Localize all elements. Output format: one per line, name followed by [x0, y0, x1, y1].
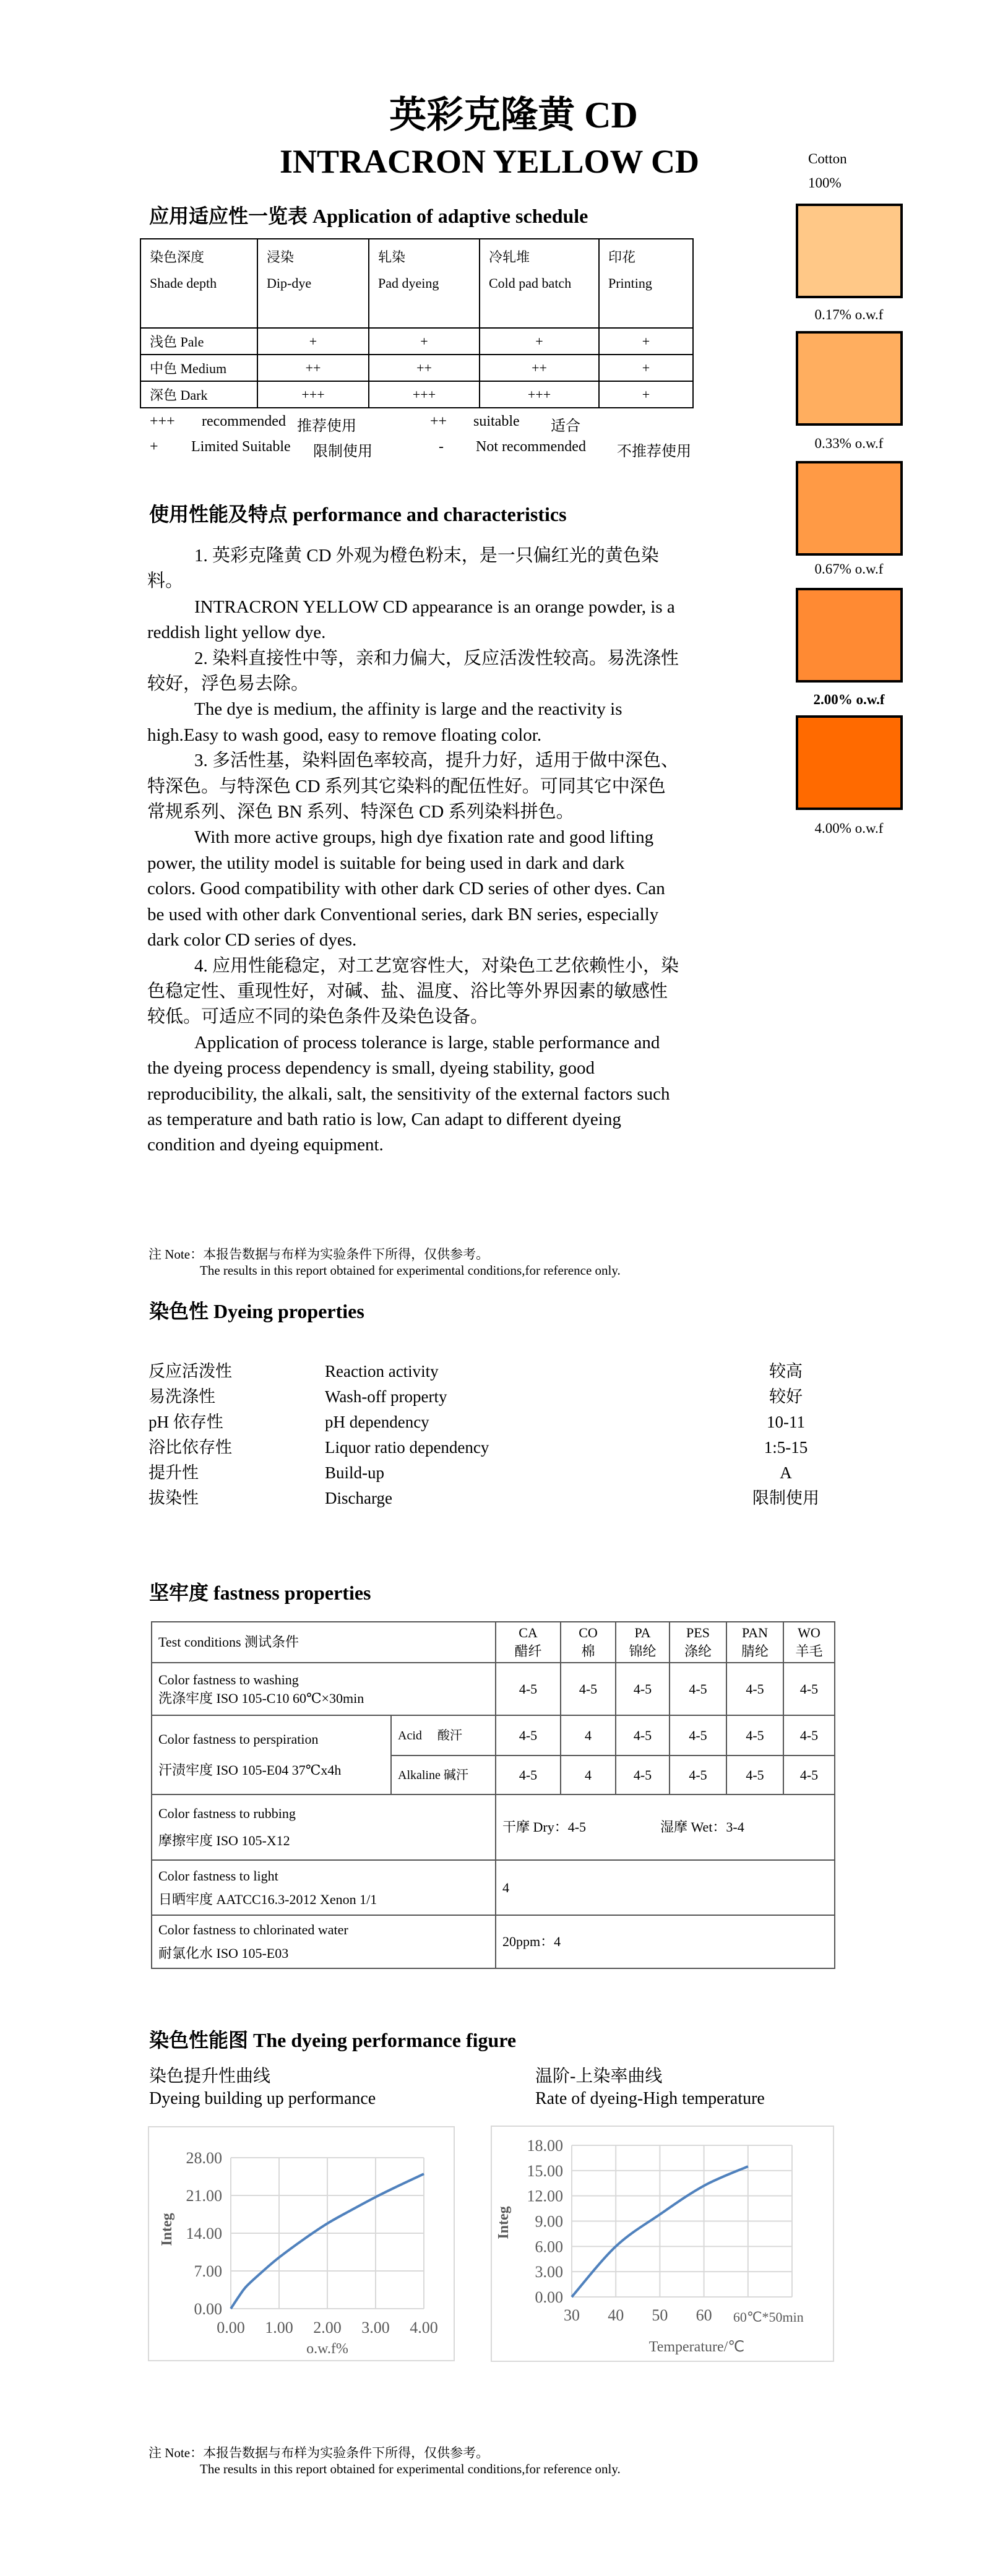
x-tick-label: 60: [696, 2306, 712, 2324]
rating-cell: 4-5: [726, 1755, 783, 1794]
fiber-code: PA: [634, 1625, 651, 1640]
shade-depth-cell: 中色 Medium: [140, 355, 257, 381]
text-line: With more active groups, high dye fixation rate and good lifting: [194, 827, 654, 848]
suitability-cell: +++: [257, 381, 369, 408]
fiber-code: CA: [519, 1625, 538, 1640]
y-tick-label: 21.00: [186, 2187, 222, 2205]
footer-note-en: The results in this report obtained for experimental conditions,for reference only.: [200, 2462, 621, 2476]
property-value: 较高: [769, 1362, 803, 1381]
suitability-cell: +: [369, 328, 480, 355]
washing-label-en: Color fastness to washing: [158, 1671, 299, 1687]
y-tick-label: 3.00: [535, 2263, 563, 2281]
application-heading: 应用适应性一览表 Application of adaptive schedule: [149, 205, 588, 227]
text-line: INTRACRON YELLOW CD appearance is an orange powder, is a: [194, 597, 675, 617]
x-tick-label: 1.00: [265, 2319, 293, 2337]
perspiration-label-en: Color fastness to perspiration: [158, 1731, 319, 1747]
swatch-substrate: Cotton: [808, 151, 847, 166]
y-tick-label: 28.00: [186, 2149, 222, 2167]
property-name-en: Reaction activity: [325, 1362, 439, 1381]
rating-cell: 4: [561, 1715, 616, 1755]
x-axis-label: o.w.f%: [306, 2341, 348, 2357]
text-line: 1. 英彩克隆黄 CD 外观为橙色粉末，是一只偏红光的黄色染: [194, 546, 659, 566]
swatch-label: 0.67% o.w.f: [814, 561, 884, 577]
washing-label-cn: 洗涤牢度 ISO 105-C10 60℃×30min: [158, 1690, 364, 1706]
perspiration-label-cn: 汗渍牢度 ISO 105-E04 37℃x4h: [158, 1762, 342, 1778]
legend-text-cn: 推荐使用: [297, 418, 356, 434]
product-title-en: INTRACRON YELLOW CD: [279, 143, 700, 180]
light-label-en: Color fastness to light: [158, 1867, 278, 1884]
column-header-cn: 冷轧堆: [489, 249, 530, 265]
legend-symbol: +++: [150, 413, 175, 429]
text-line: 2. 染料直接性中等，亲和力偏大，反应活泼性较高。易洗涤性: [194, 648, 679, 668]
suitability-cell: +: [599, 381, 693, 408]
column-header-cn: 浸染: [267, 249, 295, 265]
product-title-cn: 英彩克隆黄 CD: [389, 95, 638, 136]
rating-cell: 4-5: [670, 1755, 726, 1794]
y-tick-label: 0.00: [194, 2300, 222, 2318]
swatch-label: 2.00% o.w.f: [813, 692, 885, 707]
x-axis-label: Temperature/℃: [648, 2339, 745, 2355]
text-line: power, the utility model is suitable for being used in dark and dark: [147, 853, 625, 873]
chlorine-value: 20ppm：4: [496, 1915, 835, 1968]
fiber-name-cn: 锦纶: [629, 1643, 657, 1659]
y-axis-label: Integ: [496, 2206, 512, 2239]
legend-text: Not recommended: [476, 439, 586, 455]
fiber-name-cn: 羊毛: [795, 1643, 823, 1659]
x-tick-label: 40: [608, 2306, 624, 2324]
shade-depth-cell: 浅色 Pale: [140, 328, 257, 355]
rating-cell: 4-5: [783, 1755, 835, 1794]
text-line: condition and dyeing equipment.: [147, 1135, 384, 1155]
property-name-en: pH dependency: [325, 1413, 429, 1431]
y-tick-label: 6.00: [535, 2238, 563, 2256]
text-line: The dye is medium, the affinity is large and the reactivity is: [194, 699, 622, 720]
legend-text: suitable: [473, 413, 520, 429]
fiber-name-cn: 涤纶: [684, 1643, 712, 1659]
rubbing-dry: 干摩 Dry：4-5: [502, 1819, 587, 1835]
fiber-code: PAN: [742, 1625, 768, 1640]
fiber-code: WO: [798, 1625, 820, 1640]
rating-cell: 4-5: [616, 1755, 670, 1794]
legend-text: recommended: [202, 413, 286, 429]
property-name-en: Discharge: [325, 1489, 392, 1507]
column-header-cn: 轧染: [378, 249, 406, 265]
figure-heading: 染色性能图 The dyeing performance figure: [149, 2029, 517, 2051]
legend-text-cn: 适合: [551, 418, 580, 434]
y-tick-label: 18.00: [527, 2137, 563, 2155]
rating-cell: 4-5: [726, 1663, 783, 1715]
test-conditions-header: Test conditions 测试条件: [152, 1622, 496, 1663]
text-line: the dyeing process dependency is small, dyeing stability, good: [147, 1058, 595, 1079]
suitability-cell: +: [480, 328, 599, 355]
fastness-heading: 坚牢度 fastness properties: [149, 1582, 371, 1604]
property-name-cn: 提升性: [149, 1463, 199, 1482]
performance-heading: 使用性能及特点 performance and characteristics: [149, 503, 567, 525]
property-name-cn: 浴比依存性: [149, 1438, 232, 1457]
text-line: 常规系列、深色 BN 系列、特深色 CD 系列染料拼色。: [147, 802, 574, 822]
swatch-substrate-pct: 100%: [808, 175, 842, 191]
rating-cell: 4-5: [616, 1663, 670, 1715]
suitability-cell: ++: [257, 355, 369, 381]
suitability-cell: +++: [480, 381, 599, 408]
x-tick-label: 2.00: [313, 2319, 342, 2337]
rating-cell: 4-5: [496, 1663, 561, 1715]
rubbing-wet: 湿摩 Wet：3-4: [660, 1819, 744, 1835]
chlorine-label-cn: 耐氯化水 ISO 105-E03: [158, 1945, 289, 1961]
fiber-name-cn: 腈纶: [741, 1643, 769, 1659]
x-tick-label: 3.00: [361, 2319, 390, 2337]
suitability-cell: +: [599, 328, 693, 355]
property-value: A: [780, 1463, 792, 1482]
shade-depth-cell: 深色 Dark: [140, 381, 257, 408]
text-line: 3. 多活性基，染料固色率较高，提升力好，适用于做中深色、: [194, 751, 679, 771]
text-line: 色稳定性、重现性好，对碱、盐、温度、浴比等外界因素的敏感性: [147, 981, 668, 1001]
fiber-name-cn: 棉: [581, 1643, 595, 1659]
property-value: 1:5-15: [764, 1438, 808, 1457]
left-chart-title-cn: 染色提升性曲线: [149, 2067, 271, 2086]
column-header-cn: 染色深度: [150, 249, 205, 265]
column-header-en: Dip-dye: [267, 275, 312, 291]
rating-cell: 4-5: [561, 1663, 616, 1715]
column-header-en: Shade depth: [150, 275, 217, 291]
left-chart-title-en: Dyeing building up performance: [149, 2089, 376, 2108]
text-line: high.Easy to wash good, easy to remove floating color.: [147, 725, 542, 745]
x-tick-label: 4.00: [410, 2319, 438, 2337]
property-name-cn: 反应活泼性: [149, 1362, 232, 1381]
rubbing-label-en: Color fastness to rubbing: [158, 1806, 296, 1821]
alkaline-label: Alkaline 碱汗: [391, 1755, 496, 1794]
right-chart-title-cn: 温阶-上染率曲线: [535, 2067, 663, 2086]
swatch-label: 0.17% o.w.f: [814, 307, 884, 322]
footer-note-cn: 注 Note：本报告数据与布样为实验条件下所得，仅供参考。: [149, 2445, 489, 2460]
text-line: be used with other dark Conventional series, dark BN series, especially: [147, 904, 659, 924]
suitability-cell: +: [599, 355, 693, 381]
text-line: Application of process tolerance is large, stable performance and: [194, 1032, 660, 1053]
x-tick-label: 0.00: [217, 2319, 245, 2337]
text-line: 较好，浮色易去除。: [147, 674, 309, 694]
rating-cell: 4-5: [670, 1715, 726, 1755]
fiber-name-cn: 醋纤: [514, 1643, 542, 1659]
property-name-en: Liquor ratio dependency: [325, 1438, 489, 1457]
y-tick-label: 0.00: [535, 2288, 563, 2306]
legend-symbol: +: [150, 439, 158, 455]
swatch-label: 0.33% o.w.f: [814, 436, 884, 451]
column-header-en: Pad dyeing: [378, 275, 439, 291]
y-tick-label: 9.00: [535, 2212, 563, 2231]
property-name-en: Wash-off property: [325, 1387, 447, 1406]
legend-symbol: ++: [430, 413, 447, 429]
legend-text: Limited Suitable: [191, 439, 291, 455]
text-line: reproducibility, the alkali, salt, the sensitivity of the external factors such: [147, 1083, 670, 1104]
acid-label: Acid 酸汗: [391, 1715, 496, 1755]
rating-cell: 4-5: [616, 1715, 670, 1755]
legend-text-cn: 限制使用: [313, 444, 373, 460]
note-en: The results in this report obtained for experimental conditions,for reference only.: [200, 1263, 621, 1278]
light-value: 4: [496, 1860, 835, 1915]
rating-cell: 4-5: [783, 1663, 835, 1715]
swatch-label: 4.00% o.w.f: [814, 821, 884, 836]
property-value: 限制使用: [752, 1489, 819, 1507]
fiber-code: CO: [579, 1625, 598, 1640]
right-chart-title-en: Rate of dyeing-High temperature: [535, 2089, 765, 2108]
property-name-cn: pH 依存性: [149, 1413, 223, 1431]
rubbing-label-cn: 摩擦牢度 ISO 105-X12: [158, 1833, 290, 1848]
note-cn: 注 Note：本报告数据与布样为实验条件下所得，仅供参考。: [149, 1247, 489, 1262]
rating-cell: 4-5: [670, 1663, 726, 1715]
property-value: 较好: [769, 1387, 803, 1406]
property-value: 10-11: [767, 1413, 805, 1431]
suitability-cell: ++: [369, 355, 480, 381]
dyeing-properties-heading: 染色性 Dyeing properties: [149, 1300, 364, 1322]
property-name-cn: 拔染性: [149, 1489, 199, 1507]
text-line: colors. Good compatibility with other dark CD series of other dyes. Can: [147, 879, 665, 899]
suitability-cell: ++: [480, 355, 599, 381]
text-line: 4. 应用性能稳定，对工艺宽容性大，对染色工艺依赖性小，染: [194, 955, 679, 976]
chlorine-label-en: Color fastness to chlorinated water: [158, 1922, 348, 1937]
property-name-en: Build-up: [325, 1463, 385, 1482]
fiber-code: PES: [686, 1625, 710, 1640]
y-tick-label: 7.00: [194, 2262, 222, 2280]
text-line: 特深色。与特深色 CD 系列其它染料的配伍性好。可同其它中深色: [147, 776, 666, 796]
x-tick-label: 60℃*50min: [733, 2309, 804, 2325]
y-tick-label: 15.00: [527, 2161, 563, 2180]
legend-text-cn: 不推荐使用: [617, 444, 691, 460]
column-header-cn: 印花: [608, 249, 636, 265]
column-header-en: Printing: [608, 275, 652, 291]
x-tick-label: 30: [564, 2306, 580, 2324]
suitability-cell: +++: [369, 381, 480, 408]
y-axis-label: Integ: [159, 2213, 175, 2246]
light-label-cn: 日晒牢度 AATCC16.3-2012 Xenon 1/1: [158, 1891, 377, 1907]
text-line: reddish light yellow dye.: [147, 622, 326, 643]
rating-cell: 4: [561, 1755, 616, 1794]
text-line: 较低。可适应不同的染色条件及染色设备。: [147, 1007, 489, 1027]
x-tick-label: 50: [652, 2306, 668, 2324]
rating-cell: 4-5: [496, 1755, 561, 1794]
y-tick-label: 12.00: [527, 2187, 563, 2205]
legend-symbol: -: [439, 439, 444, 455]
column-header-en: Cold pad batch: [489, 275, 572, 291]
y-tick-label: 14.00: [186, 2225, 222, 2242]
text-line: as temperature and bath ratio is low, Can adapt to different dyeing: [147, 1109, 621, 1129]
text-line: dark color CD series of dyes.: [147, 930, 357, 950]
property-name-cn: 易洗涤性: [149, 1387, 215, 1406]
rating-cell: 4-5: [496, 1715, 561, 1755]
text-line: 料。: [147, 571, 184, 592]
rating-cell: 4-5: [783, 1715, 835, 1755]
suitability-cell: +: [257, 328, 369, 355]
rating-cell: 4-5: [726, 1715, 783, 1755]
